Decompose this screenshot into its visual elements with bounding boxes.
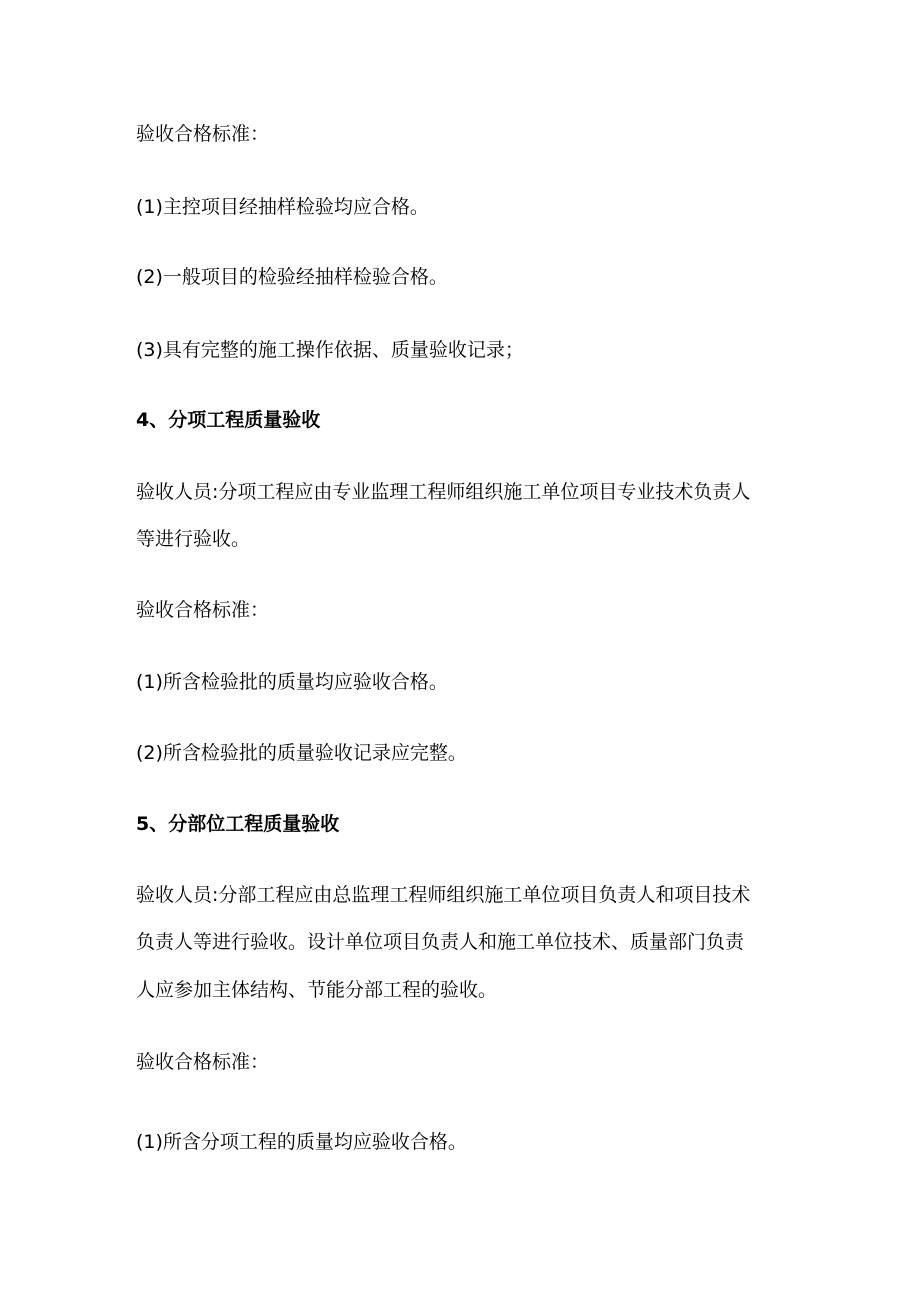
- standard-item-3: (3)具有完整的施工操作依据、质量验收记录；: [136, 339, 524, 361]
- personnel-paragraph-line-1: 验收人员:分部工程应由总监理工程师组织施工单位项目负责人和项目技术: [136, 884, 751, 906]
- standard-item-1: (1)所含检验批的质量均应验收合格。: [136, 671, 448, 693]
- personnel-paragraph-line-2: 等进行验收。: [136, 528, 251, 550]
- personnel-paragraph-line-2: 负责人等进行验收。设计单位项目负责人和施工单位技术、质量部门负责: [136, 931, 745, 953]
- acceptance-standard-label: 验收合格标准：: [136, 1051, 270, 1073]
- personnel-paragraph-line-3: 人应参加主体结构、节能分部工程的验收。: [136, 979, 498, 1001]
- acceptance-standard-label: 验收合格标准：: [136, 123, 270, 145]
- standard-item-1: (1)所含分项工程的质量均应验收合格。: [136, 1131, 467, 1153]
- standard-item-2: (2)一般项目的检验经抽样检验合格。: [136, 266, 448, 288]
- acceptance-standard-label: 验收合格标准：: [136, 599, 270, 621]
- personnel-paragraph-line-1: 验收人员:分项工程应由专业监理工程师组织施工单位项目专业技术负责人: [136, 481, 751, 503]
- section-heading-4: 4、分项工程质量验收: [136, 409, 321, 431]
- standard-item-2: (2)所含检验批的质量验收记录应完整。: [136, 742, 467, 764]
- standard-item-1: (1)主控项目经抽样检验均应合格。: [136, 196, 429, 218]
- section-heading-5: 5、分部位工程质量验收: [136, 813, 340, 835]
